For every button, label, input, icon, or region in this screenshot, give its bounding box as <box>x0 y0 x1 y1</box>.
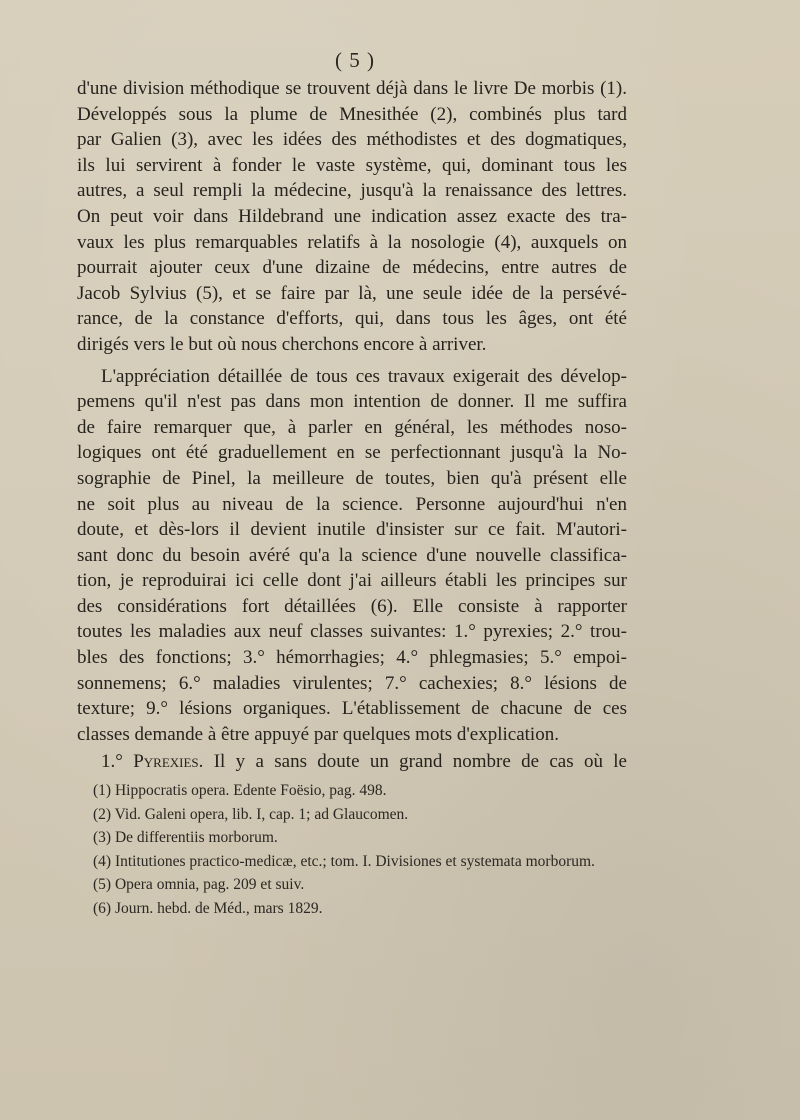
text-line: L'appréciation détaillée de tous ces travaux exigerait des dévelop- <box>101 365 627 387</box>
text-line: pemens qu'il n'est pas dans mon intention de donner. Il me suffira <box>77 391 627 413</box>
footnote: (2) Vid. Galeni opera, lib. I, cap. 1; ad Glaucomen. <box>93 805 409 823</box>
text-line: de faire remarquer que, à parler en général, les méthodes noso- <box>77 416 627 438</box>
section-title: Pyrexies <box>133 751 199 773</box>
text-line: sonnemens; 6.° maladies virulentes; 7.° cachexies; 8.° lésions de <box>77 672 627 694</box>
text-line: doute, et dès-lors il devient inutile d'insister sur ce fait. M'autori- <box>77 519 627 541</box>
text-line: On peut voir dans Hildebrand une indication assez exacte des tra- <box>77 205 627 227</box>
page-number: ( 5 ) <box>335 48 375 72</box>
footnote: (4) Intitutiones practico-medicæ, etc.; tom. I. Divisiones et systemata morborum. <box>93 852 595 870</box>
text-line: pourrait ajouter ceux d'une dizaine de médecins, entre autres de <box>77 257 627 279</box>
text-line: rance, de la constance d'efforts, qui, dans tous les âges, ont été <box>77 308 627 330</box>
text-line: vaux les plus remarquables relatifs à la nosologie (4), auxquels on <box>77 231 627 253</box>
text-line: logiques ont été graduellement en se perfectionnant jusqu'à la No- <box>77 442 627 464</box>
section-text: . Il y a sans doute un grand nombre de cas où le <box>198 751 627 773</box>
text-line: par Galien (3), avec les idées des méthodistes et des dogmatiques, <box>77 129 627 151</box>
text-line: tion, je reproduirai ici celle dont j'ai ailleurs établi les principes sur <box>77 570 627 592</box>
text-line: autres, a seul rempli la médecine, jusqu'à la renaissance des lettres. <box>77 180 627 202</box>
footnote: (5) Opera omnia, pag. 209 et suiv. <box>93 876 305 894</box>
text-line: ne soit plus au niveau de la science. Personne aujourd'hui n'en <box>77 493 627 515</box>
footnote: (3) De differentiis morborum. <box>93 829 278 847</box>
text-line: sant donc du besoin avéré qu'a la science d'une nouvelle classifica- <box>77 544 627 566</box>
text-line: ils lui servirent à fonder le vaste système, qui, dominant tous les <box>77 154 627 176</box>
text-line: Développés sous la plume de Mnesithée (2), combinés plus tard <box>77 103 627 125</box>
section-heading-line <box>77 749 627 775</box>
footnote: (1) Hippocratis opera. Edente Foësio, pag. 498. <box>93 782 387 799</box>
text-line: des considérations fort détaillées (6). Elle consiste à rapporter <box>77 595 627 617</box>
text-line: toutes les maladies aux neuf classes suivantes: 1.° pyrexies; 2.° trou- <box>77 621 627 643</box>
main-text <box>77 76 627 775</box>
text-line: sographie de Pinel, la meilleure de toutes, bien qu'à présent elle <box>77 467 627 489</box>
text-line: texture; 9.° lésions organiques. L'établissement de chacune de ces <box>77 698 627 720</box>
footnote: (6) Journ. hebd. de Méd., mars 1829. <box>93 899 323 917</box>
text-line: bles des fonctions; 3.° hémorrhagies; 4.° phlegmasies; 5.° empoi- <box>77 647 627 669</box>
text-line: d'une division méthodique se trouvent déjà dans le livre De morbis (1). <box>77 78 627 99</box>
text-line: Jacob Sylvius (5), et se faire par là, une seule idée de la persévé- <box>77 282 627 304</box>
footnotes <box>93 779 653 921</box>
text-line: dirigés vers le but où nous cherchons encore à arriver. <box>77 333 487 355</box>
section-number: 1.° <box>101 751 134 773</box>
text-line: classes demande à être appuyé par quelques mots d'explication. <box>77 723 559 745</box>
